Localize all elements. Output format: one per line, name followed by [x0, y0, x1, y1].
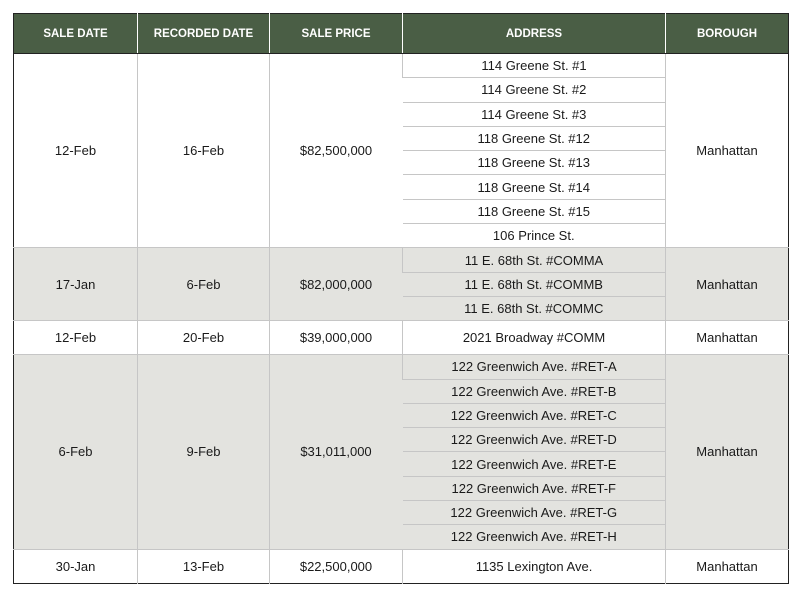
sale-price-cell: $31,011,000	[270, 355, 403, 549]
address-cell: 114 Greene St. #2	[403, 78, 666, 102]
borough-cell: Manhattan	[666, 355, 789, 549]
sale-date-cell: 12-Feb	[14, 321, 138, 355]
sale-price-cell: $22,500,000	[270, 549, 403, 583]
borough-cell: Manhattan	[666, 54, 789, 248]
address-cell: 122 Greenwich Ave. #RET-F	[403, 476, 666, 500]
address-cell: 122 Greenwich Ave. #RET-G	[403, 501, 666, 525]
table-row	[14, 549, 789, 583]
address-cell: 1135 Lexington Ave.	[403, 549, 666, 583]
recorded-date-cell: 6-Feb	[138, 248, 270, 321]
header-address: ADDRESS	[403, 14, 666, 54]
sale-date-cell: 30-Jan	[14, 549, 138, 583]
address-cell: 122 Greenwich Ave. #RET-A	[403, 355, 666, 379]
table-row	[14, 54, 789, 78]
borough-cell: Manhattan	[666, 248, 789, 321]
sale-date-cell: 12-Feb	[14, 54, 138, 248]
address-cell: 106 Prince St.	[403, 224, 666, 248]
header-sale-date: SALE DATE	[14, 14, 138, 54]
address-cell: 122 Greenwich Ave. #RET-E	[403, 452, 666, 476]
recorded-date-cell: 16-Feb	[138, 54, 270, 248]
address-cell: 118 Greene St. #13	[403, 151, 666, 175]
borough-cell: Manhattan	[666, 321, 789, 355]
address-cell: 122 Greenwich Ave. #RET-C	[403, 403, 666, 427]
sale-date-cell: 17-Jan	[14, 248, 138, 321]
sale-price-cell: $82,500,000	[270, 54, 403, 248]
address-cell: 122 Greenwich Ave. #RET-B	[403, 379, 666, 403]
sale-price-cell: $82,000,000	[270, 248, 403, 321]
header-recorded-date: RECORDED DATE	[138, 14, 270, 54]
recorded-date-cell: 9-Feb	[138, 355, 270, 549]
header-borough: BOROUGH	[666, 14, 789, 54]
address-cell: 122 Greenwich Ave. #RET-H	[403, 525, 666, 549]
sale-date-cell: 6-Feb	[14, 355, 138, 549]
sales-body	[14, 54, 789, 584]
address-cell: 118 Greene St. #15	[403, 199, 666, 223]
address-cell: 11 E. 68th St. #COMMC	[403, 296, 666, 320]
table-row	[14, 321, 789, 355]
address-cell: 114 Greene St. #3	[403, 102, 666, 126]
table-row	[14, 248, 789, 272]
recorded-date-cell: 13-Feb	[138, 549, 270, 583]
borough-cell: Manhattan	[666, 549, 789, 583]
table-row	[14, 355, 789, 379]
address-cell: 122 Greenwich Ave. #RET-D	[403, 428, 666, 452]
recorded-date-cell: 20-Feb	[138, 321, 270, 355]
address-cell: 2021 Broadway #COMM	[403, 321, 666, 355]
header-row	[14, 14, 789, 54]
sale-price-cell: $39,000,000	[270, 321, 403, 355]
sales-table	[13, 13, 789, 584]
address-cell: 11 E. 68th St. #COMMA	[403, 248, 666, 272]
header-sale-price: SALE PRICE	[270, 14, 403, 54]
address-cell: 114 Greene St. #1	[403, 54, 666, 78]
address-cell: 11 E. 68th St. #COMMB	[403, 272, 666, 296]
address-cell: 118 Greene St. #14	[403, 175, 666, 199]
address-cell: 118 Greene St. #12	[403, 126, 666, 150]
